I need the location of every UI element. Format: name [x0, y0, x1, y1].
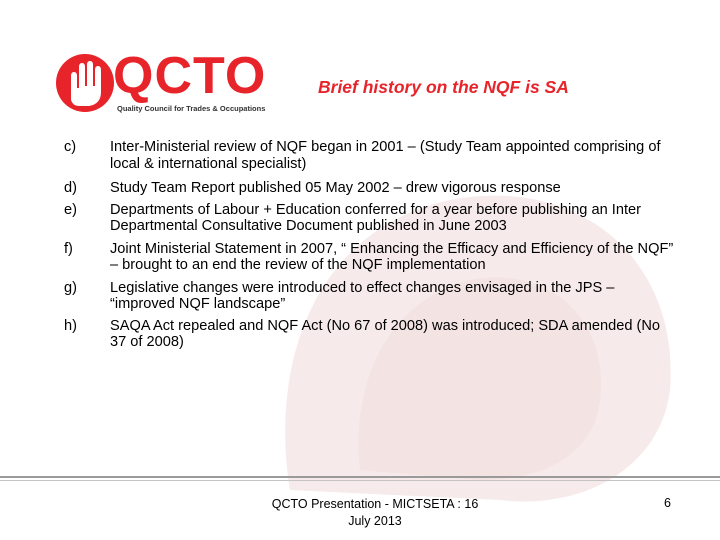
logo-wordmark: QCTO: [113, 47, 267, 105]
item-marker: e): [64, 201, 77, 218]
hands-logo-icon: [55, 50, 115, 116]
footer-divider: [0, 480, 720, 481]
list-item: [64, 139, 674, 172]
list-item: [64, 180, 674, 197]
item-marker: g): [64, 279, 77, 296]
footer-line1: QCTO Presentation - MICTSETA : 16: [271, 497, 479, 511]
footer-caption: [250, 496, 500, 530]
list-item: [64, 280, 674, 313]
list-item: [64, 318, 674, 351]
list-item: [64, 241, 674, 274]
page-number: 6: [664, 496, 671, 510]
item-text: Departments of Labour + Education conferred for a year before publishing an Inter Departmental Consultative Document published in June 2003: [110, 201, 641, 234]
item-marker: d): [64, 180, 77, 196]
item-marker: f): [64, 240, 73, 257]
item-text: SAQA Act repealed and NQF Act (No 67 of 2008) was introduced; SDA amended (No 37 of 2008): [110, 317, 661, 350]
item-text: Inter-Ministerial review of NQF began in 2001 – (Study Team appointed comprising of local & international specialist): [110, 139, 661, 172]
footer-line2: July 2013: [348, 514, 402, 528]
item-marker: c): [64, 139, 77, 155]
item-text: Legislative changes were introduced to effect changes envisaged in the JPS – “improved NQF landscape”: [110, 279, 615, 312]
item-text: Joint Ministerial Statement in 2007, “ Enhancing the Efficacy and Efficiency of the NQF” – brought to an end the review of the NQF implementation: [110, 240, 674, 273]
slide-title: Brief history on the NQF is SA: [318, 77, 569, 97]
list-item: [64, 202, 674, 235]
footer-divider: [0, 476, 720, 478]
history-list: [64, 139, 674, 351]
qcto-logo: [55, 47, 295, 120]
item-marker: h): [64, 317, 77, 334]
item-text: Study Team Report published 05 May 2002 – drew vigorous response: [110, 180, 561, 196]
logo-tagline: Quality Council for Trades & Occupations: [117, 104, 266, 113]
